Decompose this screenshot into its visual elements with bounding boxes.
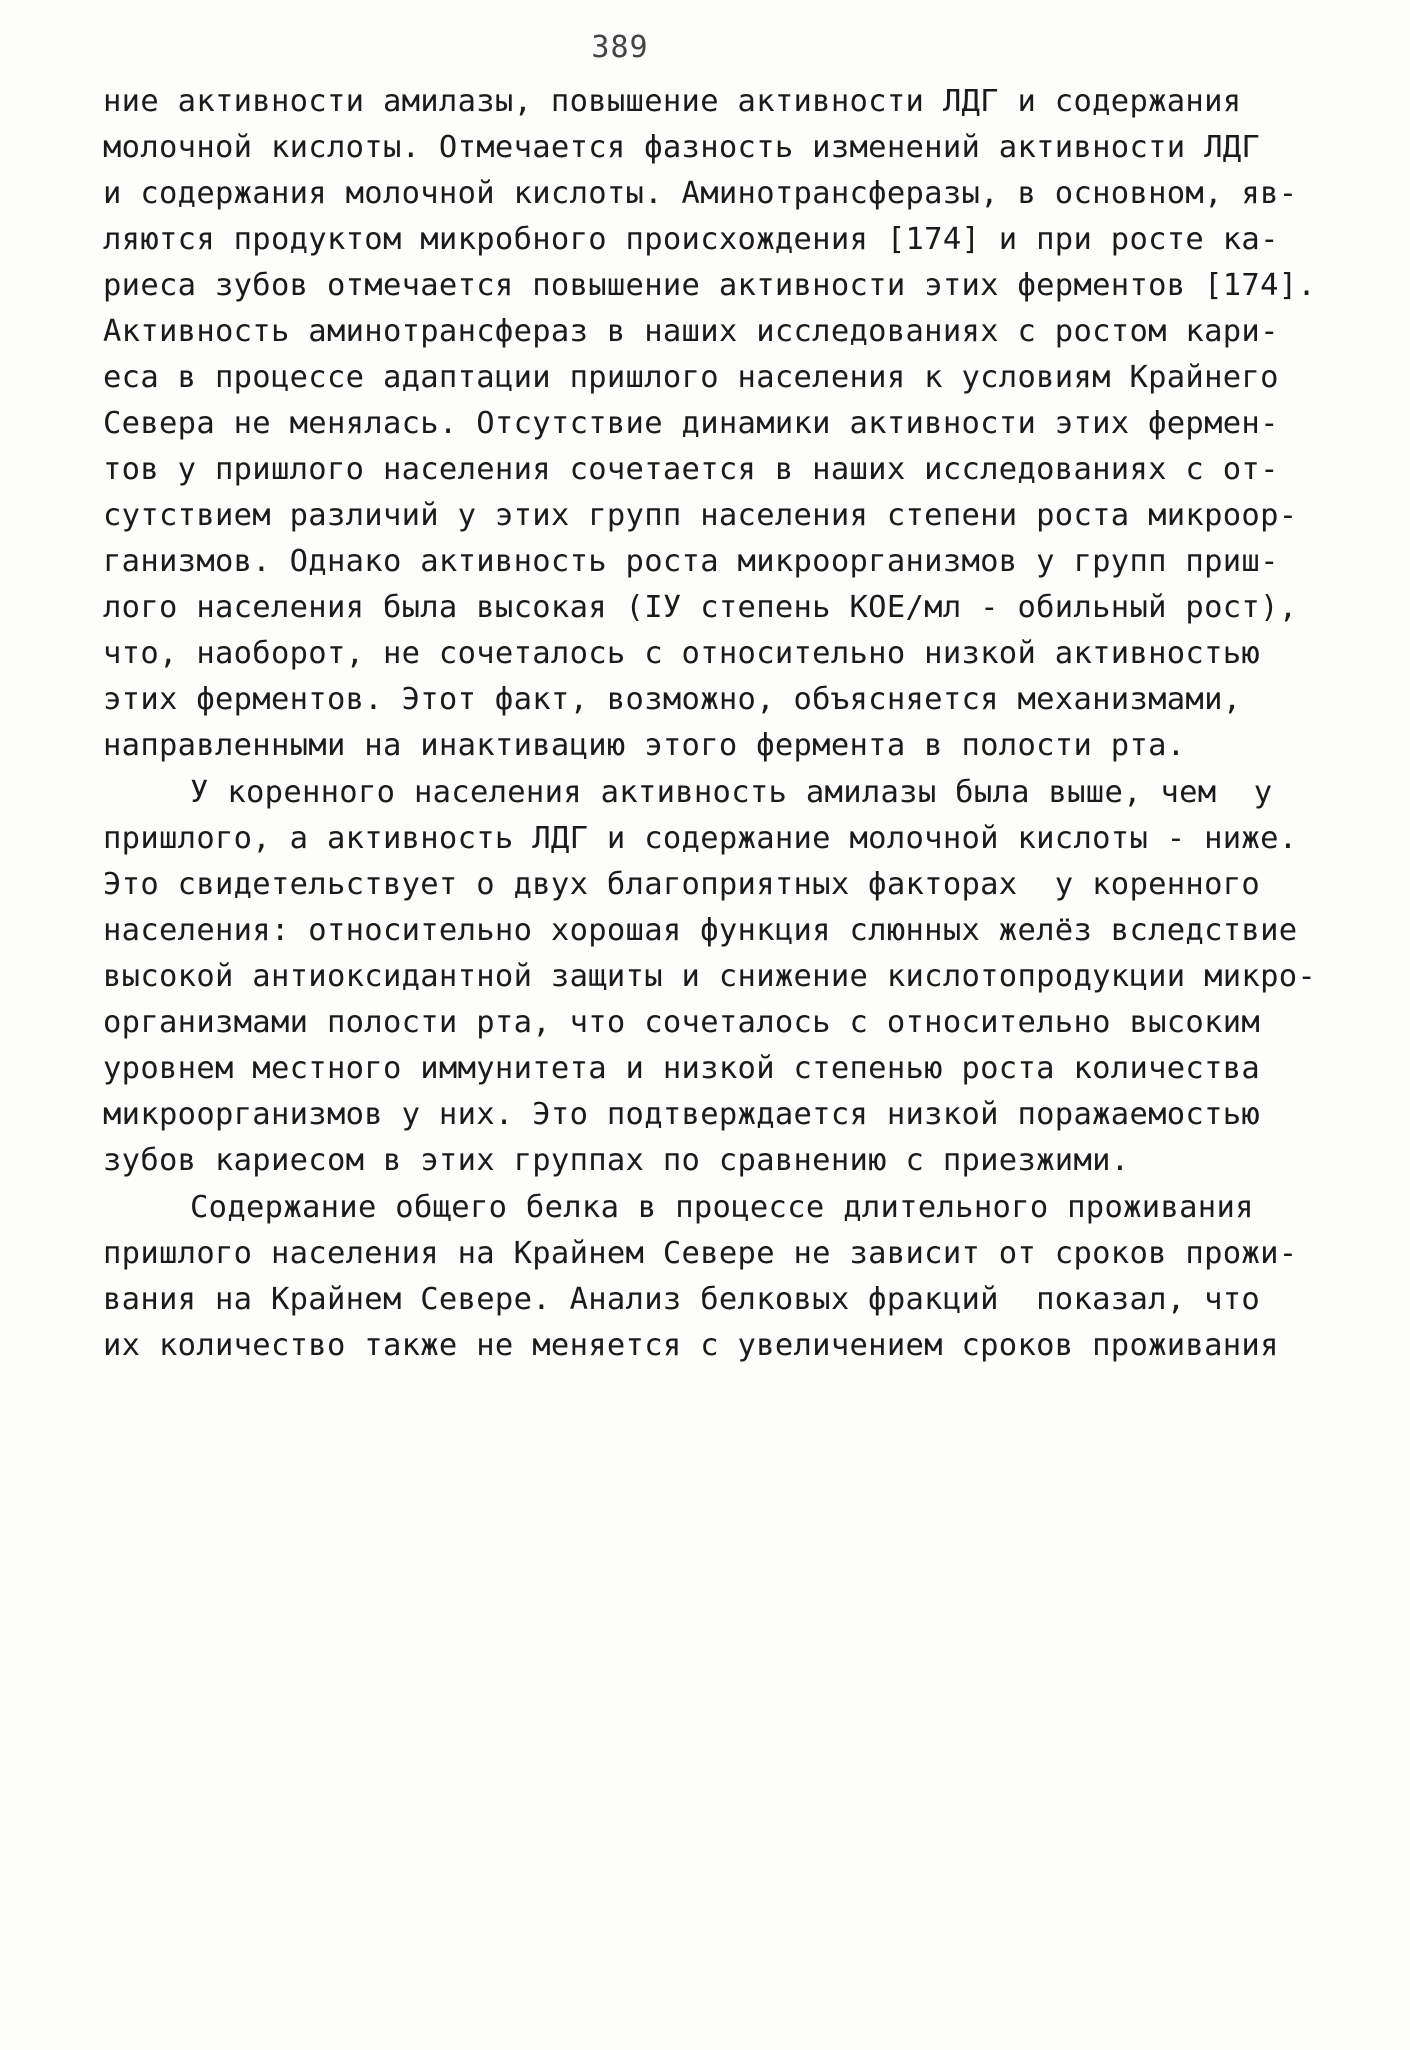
text-line: Севера не менялась. Отсутствие динамики активности этих фермен- [103,406,1279,441]
text-line: пришлого, а активность ЛДГ и содержание молочной кислоты - ниже. [103,821,1298,856]
text-line: их количество также не меняется с увеличением сроков проживания [103,1328,1279,1363]
paragraph-first-line: Содержание общего белка в процессе длительного проживания [190,1190,1254,1225]
text-line: направленными на инактивацию этого фермента в полости рта. [103,728,1186,763]
text-line: Это свидетельствует о двух благоприятных факторах у коренного [103,867,1261,902]
text-line: сутствием различий у этих групп населения степени роста микроор- [103,498,1298,533]
text-line: высокой антиоксидантной защиты и снижение кислотопродукции микро- [103,959,1317,994]
text-line: ганизмов. Однако активность роста микроорганизмов у групп приш- [103,544,1279,579]
text-line: ние активности амилазы, повышение активности ЛДГ и содержания [103,84,1242,119]
text-line: лого населения была высокая (IУ степень КОЕ/мл - обильный рост), [103,590,1298,625]
text-line: Активность аминотрансфераз в наших исследованиях с ростом кари- [103,314,1279,349]
text-line: уровнем местного иммунитета и низкой степенью роста количества [103,1051,1261,1086]
page-number: 389 [591,30,649,65]
text-line: еса в процессе адаптации пришлого населения к условиям Крайнего [103,360,1279,395]
text-line: вания на Крайнем Севере. Анализ белковых фракций показал, что [103,1282,1261,1317]
text-line: риеса зубов отмечается повышение активности этих ферментов [174]. [103,268,1317,303]
text-line: населения: относительно хорошая функция слюнных желёз вследствие [103,913,1298,948]
text-line: микроорганизмов у них. Это подтверждается низкой поражаемостью [103,1097,1261,1132]
text-line: ляются продуктом микробного происхождения [174] и при росте ка- [103,222,1279,257]
text-line: организмами полости рта, что сочеталось с относительно высоким [103,1005,1261,1040]
text-line: этих ферментов. Этот факт, возможно, объясняется механизмами, [103,682,1242,717]
text-line: тов у пришлого населения сочетается в наших исследованиях с от- [103,452,1279,487]
text-line: что, наоборот, не сочеталось с относительно низкой активностью [103,636,1261,671]
text-line: и содержания молочной кислоты. Аминотрансферазы, в основном, яв- [103,176,1298,211]
text-line: молочной кислоты. Отмечается фазность изменений активности ЛДГ [103,130,1261,165]
text-line: зубов кариесом в этих группах по сравнению с приезжими. [103,1143,1130,1178]
paragraph-first-line: У коренного населения активность амилазы была выше, чем у [190,775,1273,810]
text-line: пришлого населения на Крайнем Севере не зависит от сроков прожи- [103,1236,1298,1271]
